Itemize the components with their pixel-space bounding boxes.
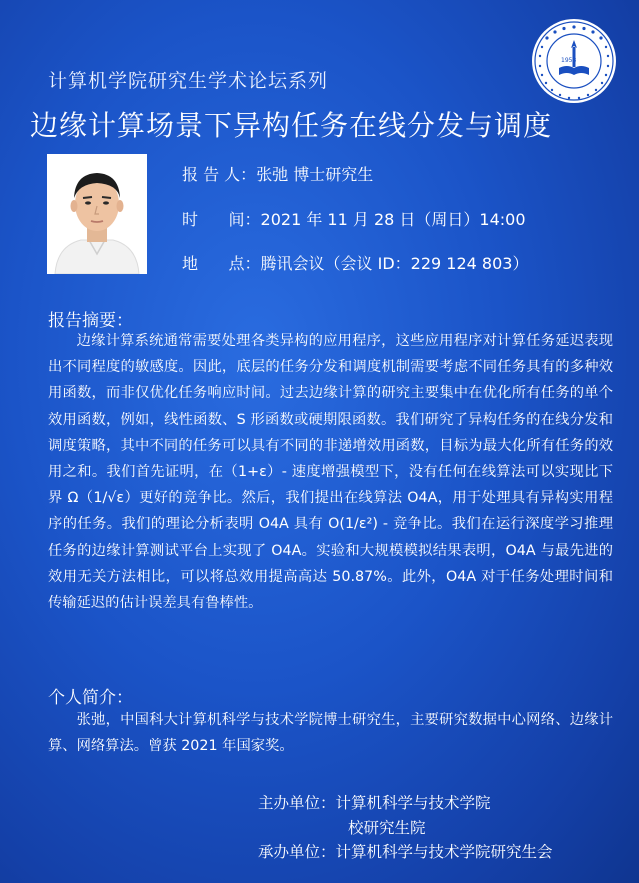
co-label: 承办单位： [258, 843, 336, 861]
host-line1: 计算机科学与技术学院 [335, 794, 491, 812]
speaker-photo [47, 154, 147, 274]
reporter-label: 报 告 人： [182, 165, 257, 184]
time-value: 2021 年 11 月 28 日（周日）14:00 [260, 210, 526, 229]
place-value: 腾讯会议（会议 ID：229 124 803） [260, 254, 529, 273]
reporter-row [182, 162, 373, 185]
bio-heading: 个人简介： [48, 688, 133, 708]
abstract-body: 边缘计算系统通常需要处理各类异构的应用程序，这些应用程序对计算任务延迟表现出不同程度的敏感度。因此，底层的任务分发和调度机制需要考虑不同任务具有的多种效用函数，而非仅优化任务响应时间。过去边缘计算的研究主要集中在优化所有任务的单个效用函数，例如，线性函数、S 形函数或硬期限函数。我们研究了异构任务的在线分发和调度策略，其中不同的任务可以具有不同的非递增效用函数，目标为最大化所有任务的效用之和。我们首先证明，在（1+ε）- 速度增强模型下，没有任何在线算法可以实现比下界 Ω（1/√ε）更好的竞争比。然后，我们提出在线算法 O4A，用于处理具有异构实用程序的任务。我们的理论分析表明 O4A 具有 O(1/ε²) - 竞争比。我们在运行深度学习推理任务的边缘计算测试平台上实现了 O4A。实验和大规模模拟结果表明，O4A 与最先进的效用无关方法相比，可以将总效用提高高达 50.87%。此外，O4A 对于任务处理时间和传输延迟的估计误差具有鲁棒性。 [48, 333, 613, 612]
place-row [182, 251, 528, 274]
host-line2: 校研究生院 [348, 819, 426, 837]
time-row [182, 207, 526, 230]
co-value: 计算机科学与技术学院研究生会 [335, 843, 553, 861]
host-label: 主办单位： [258, 794, 336, 812]
university-logo [531, 18, 617, 104]
host-row [258, 791, 491, 813]
co-organizer-row [258, 840, 553, 862]
place-label: 地 点： [182, 254, 261, 273]
logo-year: 1958 [561, 57, 577, 64]
time-label: 时 间： [182, 210, 261, 229]
reporter-value: 张弛 博士研究生 [256, 165, 374, 184]
bio-body: 张弛，中国科大计算机科学与技术学院博士研究生，主要研究数据中心网络、边缘计算、网络算法。曾获 2021 年国家奖。 [48, 712, 613, 755]
series-subtitle: 计算机学院研究生学术论坛系列 [48, 70, 329, 92]
page-title: 边缘计算场景下异构任务在线分发与调度 [30, 109, 553, 142]
abstract-heading: 报告摘要： [48, 311, 133, 331]
